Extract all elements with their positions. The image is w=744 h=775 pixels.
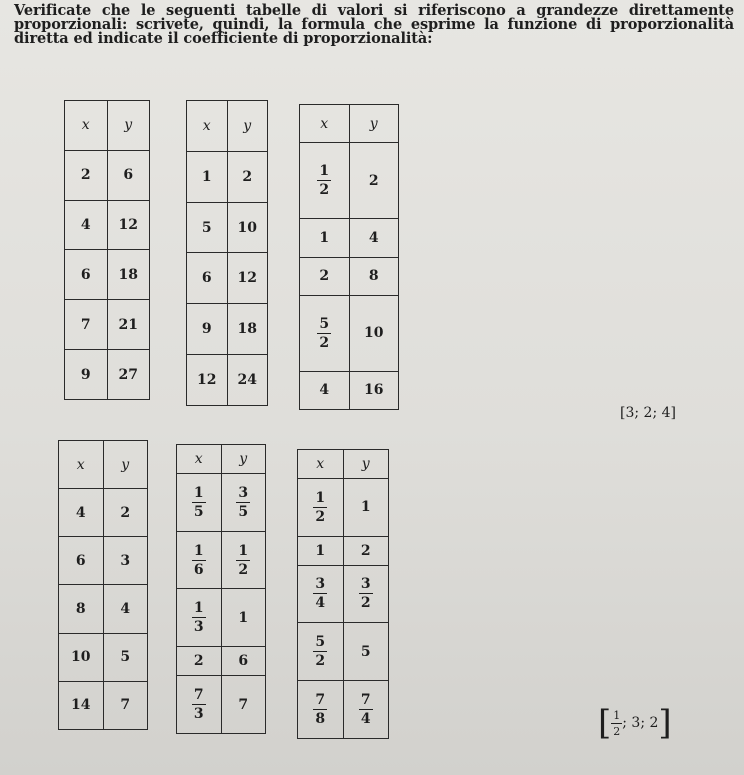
- table-row: [59, 585, 148, 633]
- fraction-denominator: 2: [319, 182, 330, 199]
- fraction: [192, 544, 206, 577]
- answer-fraction: [611, 710, 622, 737]
- table-row: [59, 681, 148, 729]
- table-row: [187, 202, 268, 253]
- x-value-cell: 4: [65, 200, 108, 250]
- x-value-cell: 6: [59, 537, 104, 585]
- y-value-cell: 27: [107, 350, 150, 400]
- x-value-cell: 6: [187, 253, 228, 304]
- fraction-numerator: 1: [193, 484, 204, 501]
- column-header-x: x: [177, 445, 222, 474]
- y-value-cell: 4: [349, 219, 399, 257]
- x-value-cell: 14: [59, 681, 104, 729]
- fraction-numerator: 7: [315, 692, 326, 709]
- fraction-denominator: 5: [238, 503, 249, 520]
- x-value-cell: 7: [65, 300, 108, 350]
- fraction-denominator: 6: [193, 561, 204, 578]
- y-value-cell: 3: [103, 537, 148, 585]
- table-row: [177, 676, 266, 734]
- y-value-cell: 2: [227, 151, 268, 202]
- table-row: [300, 143, 399, 219]
- fraction-denominator: 5: [193, 503, 204, 520]
- y-value-cell: 1: [343, 478, 389, 536]
- fraction: [236, 544, 250, 577]
- x-value-cell: 5: [187, 202, 228, 253]
- y-value-cell: 16: [349, 371, 399, 409]
- x-value-cell: [298, 565, 344, 623]
- x-value-cell: [300, 143, 350, 219]
- table-row: [298, 565, 389, 623]
- fraction-denominator: 2: [319, 334, 330, 351]
- column-header-x: x: [65, 101, 108, 151]
- x-value-cell: 2: [65, 150, 108, 200]
- x-value-cell: 2: [177, 647, 222, 676]
- table-row: [300, 257, 399, 295]
- fraction-denominator: 2: [613, 724, 621, 738]
- fraction: [317, 317, 331, 350]
- table-row: [65, 150, 150, 200]
- x-value-cell: 9: [65, 350, 108, 400]
- fraction-numerator: 7: [193, 687, 204, 704]
- values-table-6: [297, 449, 389, 739]
- fraction-numerator: 5: [315, 634, 326, 651]
- table-header-row: [177, 445, 266, 474]
- answer-rest: ; 3; 2: [622, 715, 659, 731]
- table-row: [177, 473, 266, 531]
- column-header-y: y: [103, 441, 148, 489]
- y-value-cell: 10: [349, 295, 399, 371]
- table-row: [65, 200, 150, 250]
- fraction-denominator: 8: [315, 711, 326, 728]
- y-value-cell: 12: [227, 253, 268, 304]
- table-row: [298, 478, 389, 536]
- x-value-cell: [298, 681, 344, 739]
- table-row: [59, 633, 148, 681]
- fraction: [313, 577, 327, 610]
- fraction-numerator: 3: [315, 576, 326, 593]
- x-value-cell: [300, 295, 350, 371]
- fraction: [192, 688, 206, 721]
- fraction: [317, 164, 331, 197]
- table-row: [65, 350, 150, 400]
- fraction-denominator: 4: [360, 711, 371, 728]
- x-value-cell: [298, 478, 344, 536]
- table-row: [187, 355, 268, 406]
- table-row: [177, 647, 266, 676]
- y-value-cell: 4: [103, 585, 148, 633]
- table-row: [65, 300, 150, 350]
- table-row: [59, 489, 148, 537]
- x-value-cell: 9: [187, 304, 228, 355]
- fraction-numerator: 1: [613, 708, 621, 722]
- y-value-cell: 24: [227, 355, 268, 406]
- answer-row-2: [598, 703, 672, 743]
- table-row: [187, 151, 268, 202]
- table-row: [300, 371, 399, 409]
- column-header-x: x: [59, 441, 104, 489]
- answer-close-bracket: ]: [658, 703, 672, 743]
- column-header-y: y: [343, 450, 389, 479]
- fraction: [313, 635, 327, 668]
- column-header-x: x: [298, 450, 344, 479]
- values-table-2: [186, 100, 268, 406]
- x-value-cell: 10: [59, 633, 104, 681]
- y-value-cell: [221, 531, 266, 589]
- x-value-cell: 1: [298, 536, 344, 565]
- exercise-instructions: Verificate che le seguenti tabelle di valori si riferiscono a grandezze direttamente proporzionali: scrivete, quindi, la formula che esprime la funzione di proporzionalità diretta ed indicate il coefficiente di proporzionalità:: [14, 2, 734, 47]
- fraction-numerator: 1: [238, 542, 249, 559]
- answer-row-1: [3; 2; 4]: [620, 405, 676, 421]
- table-header-row: [59, 441, 148, 489]
- y-value-cell: 12: [107, 200, 150, 250]
- table-row: [187, 304, 268, 355]
- table-row: [300, 295, 399, 371]
- column-header-y: y: [107, 101, 150, 151]
- table-row: [65, 250, 150, 300]
- table-row: [298, 623, 389, 681]
- x-value-cell: [177, 473, 222, 531]
- x-value-cell: 6: [65, 250, 108, 300]
- y-value-cell: 2: [103, 489, 148, 537]
- column-header-x: x: [300, 105, 350, 143]
- y-value-cell: [343, 681, 389, 739]
- fraction: [192, 486, 206, 519]
- y-value-cell: 8: [349, 257, 399, 295]
- column-header-y: y: [227, 101, 268, 152]
- y-value-cell: 6: [221, 647, 266, 676]
- table-row: [300, 219, 399, 257]
- fraction-numerator: 1: [315, 489, 326, 506]
- fraction: [313, 491, 327, 524]
- x-value-cell: 12: [187, 355, 228, 406]
- y-value-cell: 5: [343, 623, 389, 681]
- fraction-numerator: 1: [319, 163, 330, 180]
- y-value-cell: 10: [227, 202, 268, 253]
- fraction-denominator: 2: [315, 653, 326, 670]
- table-row: [298, 681, 389, 739]
- y-value-cell: 5: [103, 633, 148, 681]
- x-value-cell: 4: [300, 371, 350, 409]
- table-row: [177, 589, 266, 647]
- fraction-numerator: 5: [319, 315, 330, 332]
- fraction-numerator: 1: [193, 600, 204, 617]
- x-value-cell: [177, 676, 222, 734]
- fraction-numerator: 3: [238, 484, 249, 501]
- y-value-cell: [343, 565, 389, 623]
- fraction-denominator: 2: [360, 595, 371, 612]
- table-header-row: [298, 450, 389, 479]
- fraction: [313, 693, 327, 726]
- y-value-cell: 21: [107, 300, 150, 350]
- y-value-cell: 7: [221, 676, 266, 734]
- table-row: [177, 531, 266, 589]
- fraction-denominator: 4: [315, 595, 326, 612]
- fraction-numerator: 3: [360, 576, 371, 593]
- fraction: [236, 486, 250, 519]
- values-table-4: [58, 440, 148, 730]
- x-value-cell: 1: [187, 151, 228, 202]
- x-value-cell: [298, 623, 344, 681]
- x-value-cell: [177, 531, 222, 589]
- table-header-row: [300, 105, 399, 143]
- values-table-1: [64, 100, 150, 400]
- fraction: [359, 693, 373, 726]
- column-header-y: y: [349, 105, 399, 143]
- fraction-denominator: 2: [238, 561, 249, 578]
- fraction: [359, 577, 373, 610]
- column-header-x: x: [187, 101, 228, 152]
- fraction-denominator: 2: [315, 508, 326, 525]
- column-header-y: y: [221, 445, 266, 474]
- x-value-cell: 4: [59, 489, 104, 537]
- x-value-cell: 8: [59, 585, 104, 633]
- fraction-denominator: 3: [193, 706, 204, 723]
- values-table-5: [176, 444, 266, 734]
- fraction-denominator: 3: [193, 619, 204, 636]
- fraction: [192, 601, 206, 634]
- x-value-cell: 2: [300, 257, 350, 295]
- table-header-row: [187, 101, 268, 152]
- y-value-cell: 18: [227, 304, 268, 355]
- y-value-cell: 6: [107, 150, 150, 200]
- fraction-numerator: 7: [360, 692, 371, 709]
- y-value-cell: 18: [107, 250, 150, 300]
- y-value-cell: [221, 473, 266, 531]
- table-header-row: [65, 101, 150, 151]
- fraction-numerator: 1: [193, 542, 204, 559]
- x-value-cell: 1: [300, 219, 350, 257]
- table-row: [187, 253, 268, 304]
- y-value-cell: 2: [343, 536, 389, 565]
- y-value-cell: 1: [221, 589, 266, 647]
- table-row: [298, 536, 389, 565]
- table-row: [59, 537, 148, 585]
- x-value-cell: [177, 589, 222, 647]
- y-value-cell: 7: [103, 681, 148, 729]
- values-table-3: [299, 104, 399, 410]
- y-value-cell: 2: [349, 143, 399, 219]
- answer-open-bracket: [: [598, 703, 612, 743]
